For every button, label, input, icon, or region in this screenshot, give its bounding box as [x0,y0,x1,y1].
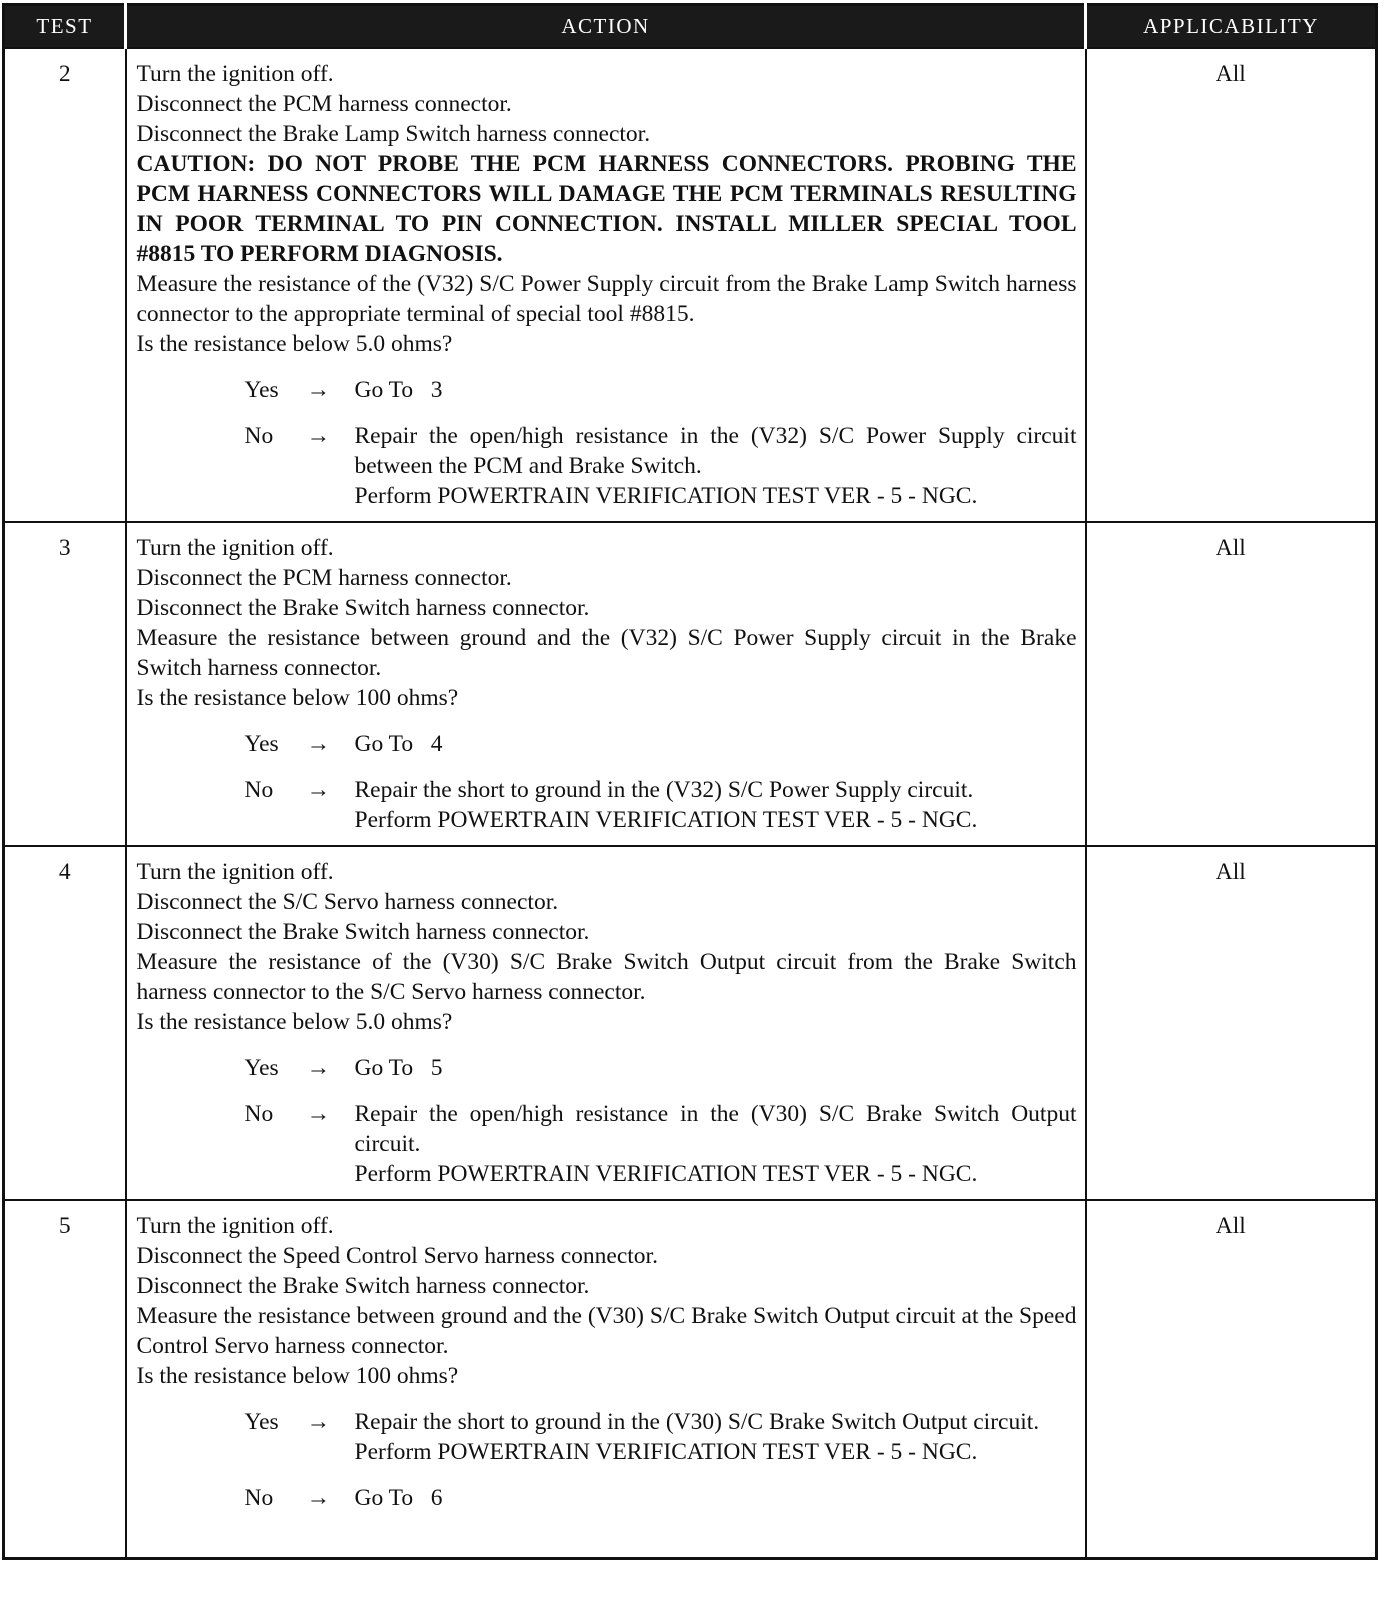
no-label: No [244,423,274,449]
arrow-icon: → [306,377,330,403]
measure-text: Measure the resistance between ground and the (V30) S/C Brake Switch Output circuit at the Speed Control Servo harness connector. [136,1303,1077,1359]
yes-label: Yes [244,1409,279,1435]
table-row [4,522,1377,846]
arrow-icon: → [306,1055,330,1081]
header-action: ACTION [126,5,1086,49]
no-branch [245,421,1077,511]
step: Disconnect the Brake Switch harness connector. [136,595,590,621]
no-branch [245,775,1077,835]
test-number: 4 [4,846,126,1200]
table-row [4,846,1377,1200]
result-line: Repair the short to ground in the (V30) S/C Brake Switch Output circuit. [354,1409,1040,1435]
arrow-icon: → [306,731,330,757]
step: Turn the ignition off. [136,61,334,87]
no-result [355,1483,1077,1513]
diagnostic-table [2,3,1378,1560]
no-label: No [244,1485,274,1511]
yes-branch [245,1407,1077,1467]
result-line: Repair the open/high resistance in the (V32) S/C Power Supply circuit between the PCM and Brake Switch. [354,423,1077,479]
applicability-value: All [1086,48,1377,522]
table-row [4,1200,1377,1558]
question-text: Is the resistance below 100 ohms? [136,1363,459,1389]
result-line: Perform POWERTRAIN VERIFICATION TEST VER - 5 - NGC. [354,483,978,509]
applicability-value: All [1086,846,1377,1200]
test-number: 2 [4,48,126,522]
action-cell [126,48,1086,522]
step: Disconnect the Brake Lamp Switch harness connector. [136,121,651,147]
result-line: Go To 5 [354,1055,443,1081]
measure-text: Measure the resistance between ground and the (V32) S/C Power Supply circuit in the Brake Switch harness connector. [136,625,1077,681]
measure-text: Measure the resistance of the (V30) S/C Brake Switch Output circuit from the Brake Switch harness connector to the S/C Servo harness connector. [136,949,1077,1005]
result-line: Go To 3 [354,377,443,403]
yes-branch [245,729,1077,759]
yes-label: Yes [244,731,279,757]
arrow-icon: → [306,1101,330,1127]
test-number: 3 [4,522,126,846]
question-text: Is the resistance below 100 ohms? [136,685,459,711]
step: Disconnect the Speed Control Servo harness connector. [136,1243,658,1269]
result-line: Repair the short to ground in the (V32) S/C Power Supply circuit. [354,777,974,803]
table-row [4,48,1377,522]
arrow-icon: → [306,777,330,803]
step: Disconnect the PCM harness connector. [136,91,512,117]
arrow-icon: → [306,1409,330,1435]
action-cell [126,846,1086,1200]
no-label: No [244,1101,274,1127]
yes-label: Yes [244,377,279,403]
step: Disconnect the PCM harness connector. [136,565,512,591]
measure-text: Measure the resistance of the (V32) S/C Power Supply circuit from the Brake Lamp Switch harness connector to the appropriate terminal of special tool #8815. [136,271,1077,327]
result-line: Perform POWERTRAIN VERIFICATION TEST VER - 5 - NGC. [354,807,978,833]
arrow-icon: → [306,1485,330,1511]
step: Disconnect the Brake Switch harness connector. [136,919,590,945]
question-text: Is the resistance below 5.0 ohms? [136,331,453,357]
no-result [355,421,1077,511]
step: Turn the ignition off. [136,859,334,885]
yes-branch [245,375,1077,405]
no-branch [245,1483,1077,1513]
yes-result [355,375,1077,405]
no-result [355,1099,1077,1189]
no-label: No [244,777,274,803]
yes-branch [245,1053,1077,1083]
action-cell [126,522,1086,846]
test-number: 5 [4,1200,126,1558]
yes-result [355,729,1077,759]
question-text: Is the resistance below 5.0 ohms? [136,1009,453,1035]
result-line: Perform POWERTRAIN VERIFICATION TEST VER - 5 - NGC. [354,1161,978,1187]
result-line: Go To 6 [354,1485,443,1511]
header-row [4,5,1377,49]
no-result [355,775,1077,835]
result-line: Perform POWERTRAIN VERIFICATION TEST VER - 5 - NGC. [354,1439,978,1465]
caution-text: CAUTION: DO NOT PROBE THE PCM HARNESS CONNECTORS. PROBING THE PCM HARNESS CONNECTORS WILL DAMAGE THE PCM TERMINALS RESULTING IN POOR TERMINAL TO PIN CONNECTION. INSTALL MILLER SPECIAL TOOL #8815 TO PERFORM DIAGNOSIS. [136,151,1077,267]
action-cell [126,1200,1086,1558]
yes-result [355,1407,1077,1467]
arrow-icon: → [306,423,330,449]
no-branch [245,1099,1077,1189]
applicability-value: All [1086,522,1377,846]
yes-label: Yes [244,1055,279,1081]
step: Turn the ignition off. [136,1213,334,1239]
step: Disconnect the Brake Switch harness connector. [136,1273,590,1299]
step: Turn the ignition off. [136,535,334,561]
header-applicability: APPLICABILITY [1086,5,1377,49]
result-line: Repair the open/high resistance in the (V30) S/C Brake Switch Output circuit. [354,1101,1077,1157]
step: Disconnect the S/C Servo harness connector. [136,889,559,915]
result-line: Go To 4 [354,731,443,757]
diagnostic-sheet [2,3,1375,1560]
applicability-value: All [1086,1200,1377,1558]
header-test: TEST [4,5,126,49]
yes-result [355,1053,1077,1083]
